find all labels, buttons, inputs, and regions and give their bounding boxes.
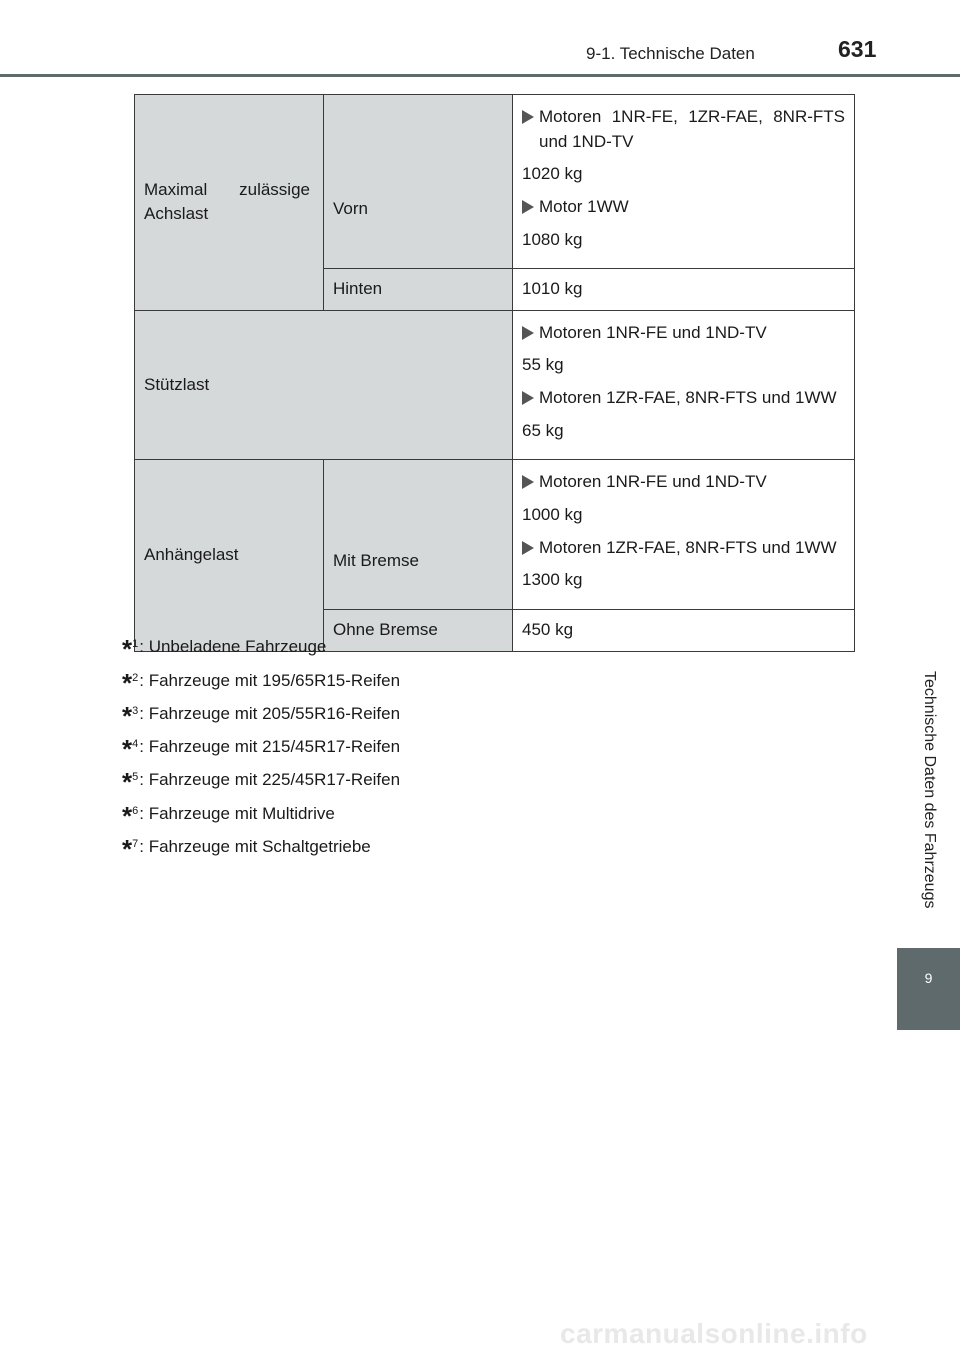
weight-value: 55 kg	[522, 355, 564, 375]
engine-label: Motor 1WW	[539, 196, 629, 216]
asterisk-mark: *	[122, 634, 133, 665]
footnote-number: 6	[132, 804, 139, 817]
engine-label: Motoren 1NR-FE, 1ZR-FAE, 8NR-FTS und 1ND-TV	[539, 107, 845, 151]
footnotes	[122, 624, 401, 865]
weight-value: 1080 kg	[522, 229, 583, 249]
table-row	[135, 95, 855, 269]
row-label-achslast: Maximal zulässige Achslast	[135, 95, 324, 311]
footnote	[122, 657, 401, 698]
triangle-bullet-icon	[522, 391, 534, 405]
subrow-label-mit-bremse: Mit Bremse	[324, 460, 513, 610]
chapter-tab	[897, 948, 960, 1030]
footnote	[122, 757, 401, 798]
footnote	[122, 624, 400, 665]
table-row	[135, 310, 855, 460]
footnote-number: 5	[132, 771, 139, 784]
engine-label: Motoren 1NR-FE und 1ND-TV	[539, 472, 767, 492]
weight-value: 1000 kg	[522, 505, 583, 525]
weight-value: 65 kg	[522, 420, 564, 440]
subrow-label-ohne-bremse: Ohne Bremse	[324, 609, 513, 651]
triangle-bullet-icon	[522, 200, 534, 214]
list-item	[522, 536, 845, 561]
list-item	[522, 470, 845, 495]
weight-value: 1020 kg	[522, 164, 583, 184]
weights-table	[134, 94, 855, 652]
subrow-label-hinten: Hinten	[324, 269, 513, 311]
footnote	[122, 724, 401, 765]
footnote-text: : Fahrzeuge mit Schaltgetriebe	[139, 837, 371, 857]
triangle-bullet-icon	[522, 326, 534, 340]
engine-label: Motoren 1ZR-FAE, 8NR-FTS und 1WW	[539, 388, 837, 408]
section-title: 9-1. Technische Daten	[586, 44, 755, 63]
watermark: carmanualsonline.info	[560, 1318, 868, 1349]
footnote-text: : Fahrzeuge mit Multidrive	[139, 803, 335, 823]
chapter-side-label: Technische Daten des Fahrzeugs	[921, 671, 938, 909]
footnote-number: 4	[132, 738, 139, 751]
list-item	[522, 195, 845, 220]
footnote-text: : Fahrzeuge mit 195/65R15-Reifen	[139, 670, 401, 690]
footnote-number: 7	[132, 838, 139, 851]
value-cell-vorn	[513, 95, 855, 269]
weight-value: 1300 kg	[522, 570, 583, 590]
list-item	[522, 386, 845, 411]
footnote-text: : Unbeladene Fahrzeuge	[139, 637, 327, 657]
footnote-number: 2	[132, 671, 139, 684]
row-label-stuetzlast: Stützlast	[135, 310, 513, 460]
list-item	[522, 105, 845, 154]
table-row	[135, 460, 855, 610]
footnote-text: : Fahrzeuge mit 205/55R16-Reifen	[139, 703, 401, 723]
value-cell-mit-bremse	[513, 460, 855, 610]
asterisk-mark: *	[122, 834, 133, 865]
footnote-number: 1	[132, 638, 139, 651]
triangle-bullet-icon	[522, 110, 534, 124]
engine-label: Motoren 1NR-FE und 1ND-TV	[539, 322, 767, 342]
weight-value: 1010 kg	[513, 269, 855, 311]
weight-value: 450 kg	[513, 609, 855, 651]
list-item	[522, 321, 845, 346]
asterisk-mark: *	[122, 734, 133, 765]
asterisk-mark: *	[122, 800, 133, 831]
footnote	[122, 790, 400, 831]
subrow-label-vorn: Vorn	[324, 95, 513, 269]
footnote-number: 3	[132, 704, 139, 717]
footnote-text: : Fahrzeuge mit 225/45R17-Reifen	[139, 770, 401, 790]
footnote	[122, 691, 401, 731]
row-label-anhaengelast: Anhängelast	[135, 460, 324, 651]
footnote	[122, 824, 400, 865]
page-number: 631	[838, 36, 877, 62]
asterisk-mark: *	[122, 700, 133, 731]
triangle-bullet-icon	[522, 541, 534, 555]
asterisk-mark: *	[122, 767, 133, 798]
footnote-text: : Fahrzeuge mit 215/45R17-Reifen	[139, 737, 401, 757]
chapter-tab-number: 9	[924, 970, 933, 986]
value-cell-stuetzlast	[513, 310, 855, 460]
engine-label: Motoren 1ZR-FAE, 8NR-FTS und 1WW	[539, 537, 837, 557]
asterisk-mark: *	[122, 667, 133, 698]
header-divider	[0, 74, 960, 77]
triangle-bullet-icon	[522, 475, 534, 489]
